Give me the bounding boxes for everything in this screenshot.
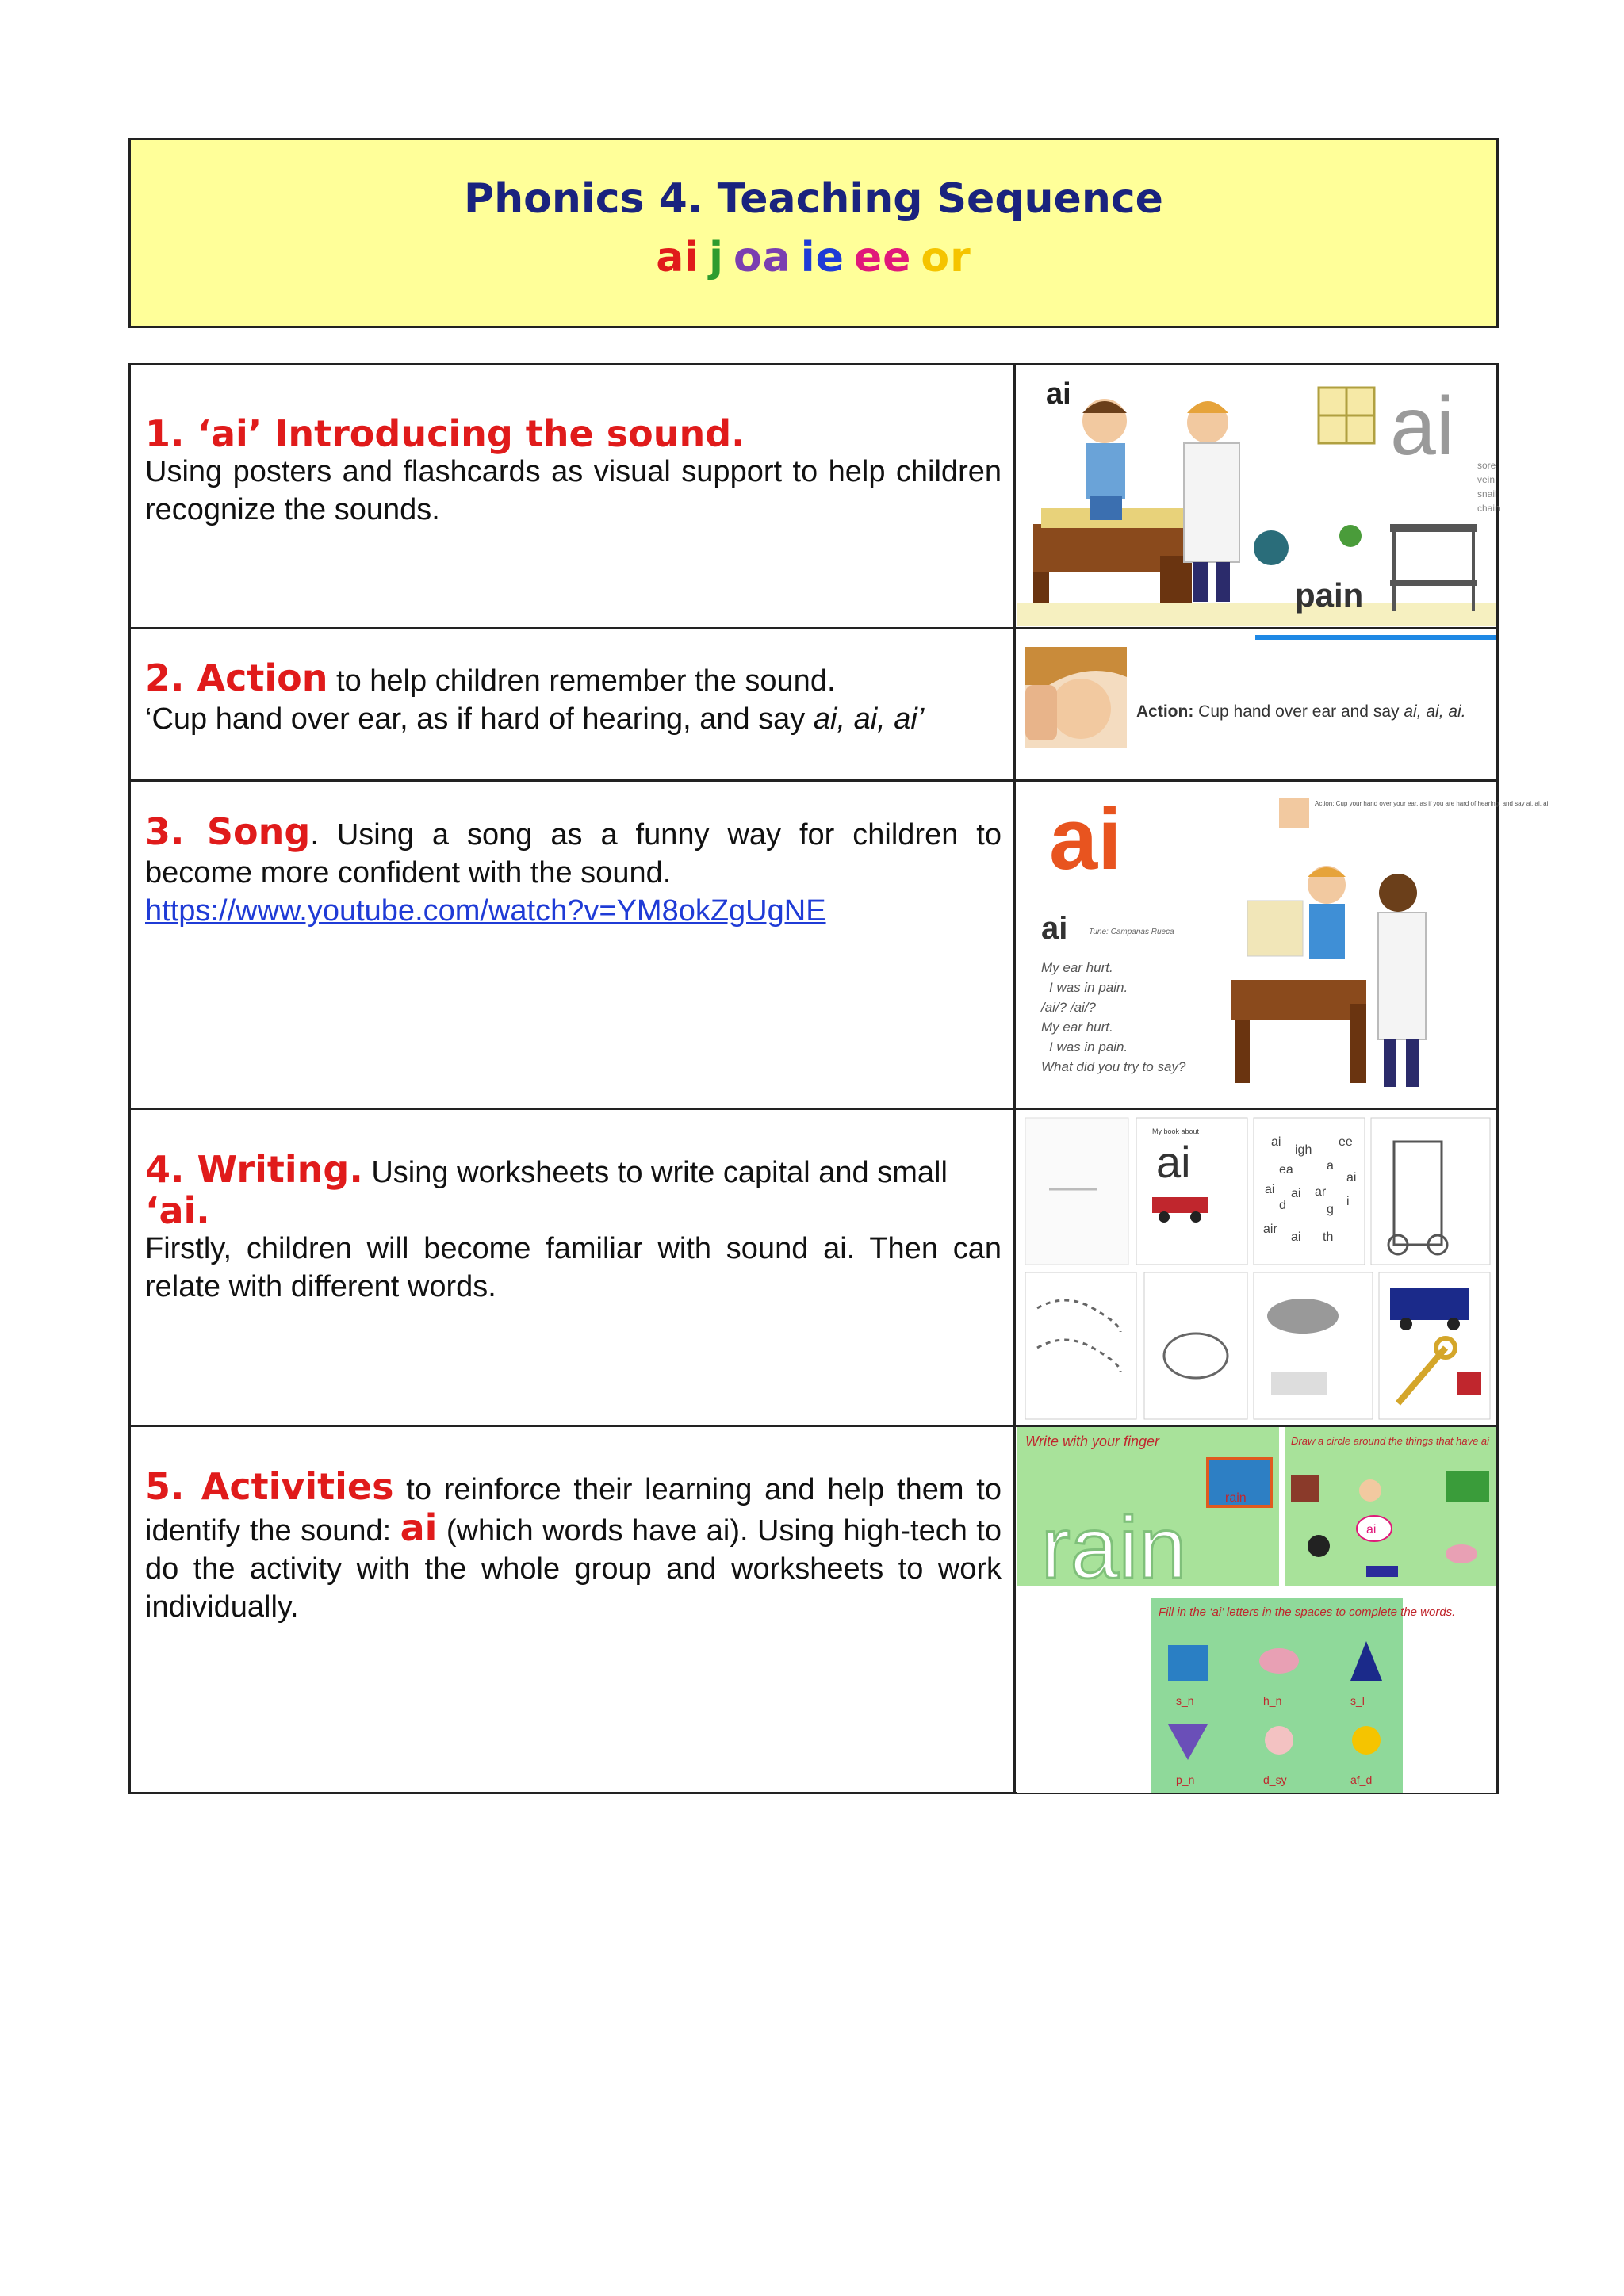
poster-big-letters: ai (1390, 381, 1454, 473)
step-3-heading: 3. Song (145, 810, 311, 853)
step-4-worksheets-image (1017, 1110, 1496, 1423)
sound-ai: ai (656, 234, 700, 281)
page-title: Phonics 4. Teaching Sequence (464, 175, 1163, 223)
step-4-text (145, 1150, 1002, 1306)
song-action-note: Action: Cup your hand over your ear, as if you are hard of hearing, and say ai, ai, ai! (1315, 800, 1550, 807)
panel3-title: Fill in the ‘ai’ letters in the spaces to complete the words. (1159, 1605, 1456, 1619)
lyric-line: My ear hurt. (1041, 960, 1113, 975)
sound-list (131, 234, 1496, 281)
step-1-poster-image (1017, 365, 1500, 626)
poster-corner-label: ai (1046, 377, 1071, 411)
step-2-heading: 2. Action (145, 656, 328, 699)
svg-text:Action: Cup hand over ear and (1136, 702, 1466, 721)
panel1-small-word: rain (1225, 1491, 1247, 1505)
sound-or: or (921, 234, 971, 281)
panel3-word: p_n (1176, 1774, 1195, 1786)
poster-side-word: chain (1477, 503, 1500, 514)
step-2-description: to help children remember the sound. (327, 664, 836, 698)
svg-text:Fill in the ‘ai’ letters in th (1159, 1605, 1455, 1619)
panel1-word: rain (1041, 1499, 1187, 1597)
step-5-heading: 5. Activities (145, 1465, 394, 1508)
lyric-line: /ai/? /ai/? (1041, 1000, 1096, 1015)
grid-letter: ar (1315, 1185, 1327, 1199)
lyric-line: What did you try to say? (1041, 1059, 1186, 1074)
svg-text:Draw a circle around the thing (1291, 1435, 1490, 1447)
lyric-line: I was in pain. (1049, 980, 1128, 995)
worksheet-book-title: My book about (1152, 1127, 1200, 1135)
action-label-text: Cup hand over ear and say (1193, 702, 1404, 721)
step-3-description: . Using a song as a funny way for children to become more confident with the sound. (145, 818, 1002, 890)
step-2-action-image (1017, 629, 1496, 778)
poster-side-word: snail (1477, 488, 1497, 499)
step-1-text (145, 412, 1002, 529)
grid-letter: i (1346, 1195, 1350, 1208)
grid-letter: ai (1291, 1230, 1301, 1244)
step-3-text (145, 810, 1002, 930)
sound-j: j (709, 234, 724, 281)
step-4-heading: 4. Writing. (145, 1148, 363, 1191)
poster-word: pain (1295, 576, 1364, 614)
teaching-sequence-table (128, 363, 1550, 1794)
grid-letter: g (1327, 1203, 1334, 1216)
panel1-title: Write with your finger (1025, 1433, 1160, 1449)
grid-letter: ai (1346, 1171, 1357, 1184)
panel2-title: Draw a circle around the things that have ai (1291, 1435, 1490, 1447)
step-2-text (145, 656, 1002, 738)
step-5-activities-image (1017, 1427, 1496, 1793)
grid-letter: air (1263, 1223, 1277, 1236)
grid-letter: th (1323, 1230, 1334, 1244)
worksheet-letters: ai (1156, 1137, 1191, 1187)
grid-letter: a (1327, 1159, 1334, 1173)
column-divider (1013, 365, 1016, 1792)
panel3-word: af_d (1350, 1774, 1373, 1786)
grid-letter: ai (1271, 1135, 1281, 1149)
song-link[interactable]: https://www.youtube.com/watch?v=YM8okZgUgNE (145, 894, 826, 928)
lyric-line: I was in pain. (1049, 1039, 1128, 1054)
step-5-sound: ai (400, 1506, 438, 1549)
song-big-letters: ai (1049, 790, 1122, 888)
step-1-description: Using posters and flashcards as visual support to help children recognize the sounds. (145, 455, 1002, 526)
grid-letter: igh (1295, 1143, 1312, 1157)
sound-oa: oa (733, 234, 791, 281)
step-5-description: to reinforce their learning and help them to identify the sound: (145, 1473, 1002, 1548)
grid-letter: ea (1279, 1163, 1293, 1177)
action-label-sound: ai, ai, ai. (1404, 702, 1466, 721)
lyric-line: My ear hurt. (1041, 1020, 1113, 1035)
sound-ie: ie (800, 234, 845, 281)
panel3-word: s_n (1176, 1694, 1194, 1707)
svg-text:Action: Cup your hand over you (1315, 800, 1550, 807)
action-label-bold: Action: (1136, 702, 1194, 721)
step-4-explanation: Firstly, children will become familiar with sound ai. Then can relate with different words. (145, 1232, 1002, 1303)
step-4-description: Using worksheets to write capital and small (362, 1156, 948, 1189)
song-tune: Tune: Campanas Rueca (1089, 928, 1174, 936)
song-title: ai (1041, 911, 1068, 946)
step-5-description-end: (which words have ai). Using high-tech to do the activity with the whole group and worksheets to work individually. (145, 1514, 1002, 1624)
step-3-song-image (1017, 782, 1550, 1106)
step-4-heading-sound: ‘ai. (145, 1189, 210, 1232)
step-5-text (145, 1465, 1002, 1626)
step-2-instruction: ‘Cup hand over ear, as if hard of hearing, and say (145, 702, 814, 736)
panel2-badge: ai (1366, 1523, 1377, 1536)
grid-letter: d (1279, 1199, 1286, 1212)
grid-letter: ai (1265, 1183, 1275, 1196)
poster-side-word: sore (1477, 460, 1496, 471)
grid-letter: ee (1339, 1135, 1353, 1149)
grid-letter: ai (1291, 1187, 1301, 1200)
panel3-word: d_sy (1263, 1774, 1287, 1786)
poster-side-word: vein (1477, 474, 1496, 485)
title-banner (128, 138, 1499, 328)
panel3-word: s_l (1350, 1694, 1365, 1707)
step-1-heading: 1. ‘ai’ Introducing the sound. (145, 412, 745, 455)
panel3-word: h_n (1263, 1694, 1282, 1707)
step-2-instruction-sound: ai, ai, ai’ (813, 702, 925, 736)
sound-ee: ee (853, 234, 912, 281)
